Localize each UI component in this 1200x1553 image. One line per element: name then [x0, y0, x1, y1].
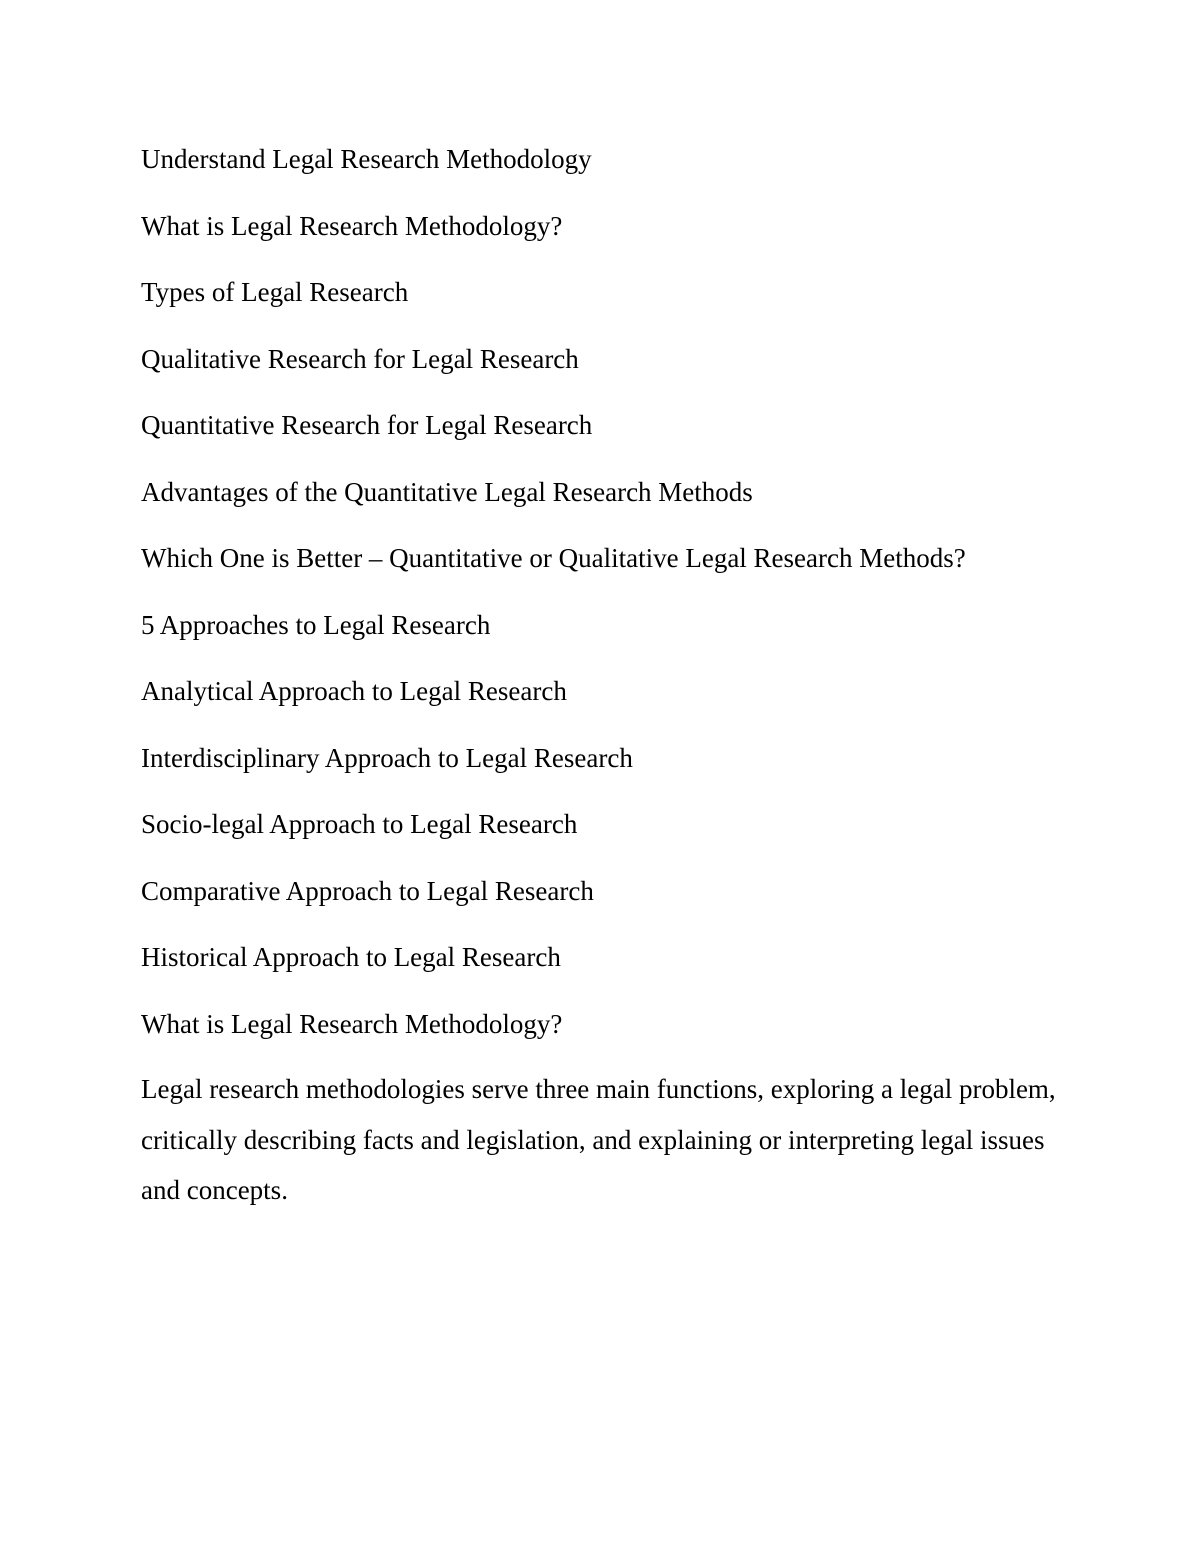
heading-interdisciplinary-approach: Interdisciplinary Approach to Legal Research — [141, 742, 633, 773]
document-body — [141, 140, 1081, 1216]
heading-qualitative-research: Qualitative Research for Legal Research — [141, 343, 579, 374]
heading-what-is-legal-research-methodology: What is Legal Research Methodology? — [141, 210, 563, 241]
heading-5-approaches: 5 Approaches to Legal Research — [141, 609, 491, 640]
heading-comparative-approach: Comparative Approach to Legal Research — [141, 875, 594, 906]
heading-advantages-quantitative: Advantages of the Quantitative Legal Research Methods — [141, 476, 753, 507]
heading-what-is-legal-research-methodology-repeat: What is Legal Research Methodology? — [141, 1008, 563, 1039]
body-paragraph: Legal research methodologies serve three main functions, exploring a legal problem, critically describing facts and legislation, and explaining or interpreting legal issues and concepts. — [141, 1074, 1056, 1205]
heading-historical-approach: Historical Approach to Legal Research — [141, 942, 561, 972]
heading-analytical-approach: Analytical Approach to Legal Research — [141, 676, 567, 706]
heading-socio-legal-approach: Socio-legal Approach to Legal Research — [141, 809, 578, 839]
heading-quantitative-research: Quantitative Research for Legal Research — [141, 410, 593, 440]
heading-types-of-legal-research: Types of Legal Research — [141, 277, 409, 307]
heading-understand-legal-research-methodology: Understand Legal Research Methodology — [141, 144, 592, 174]
heading-which-one-is-better: Which One is Better – Quantitative or Qualitative Legal Research Methods? — [141, 543, 966, 573]
